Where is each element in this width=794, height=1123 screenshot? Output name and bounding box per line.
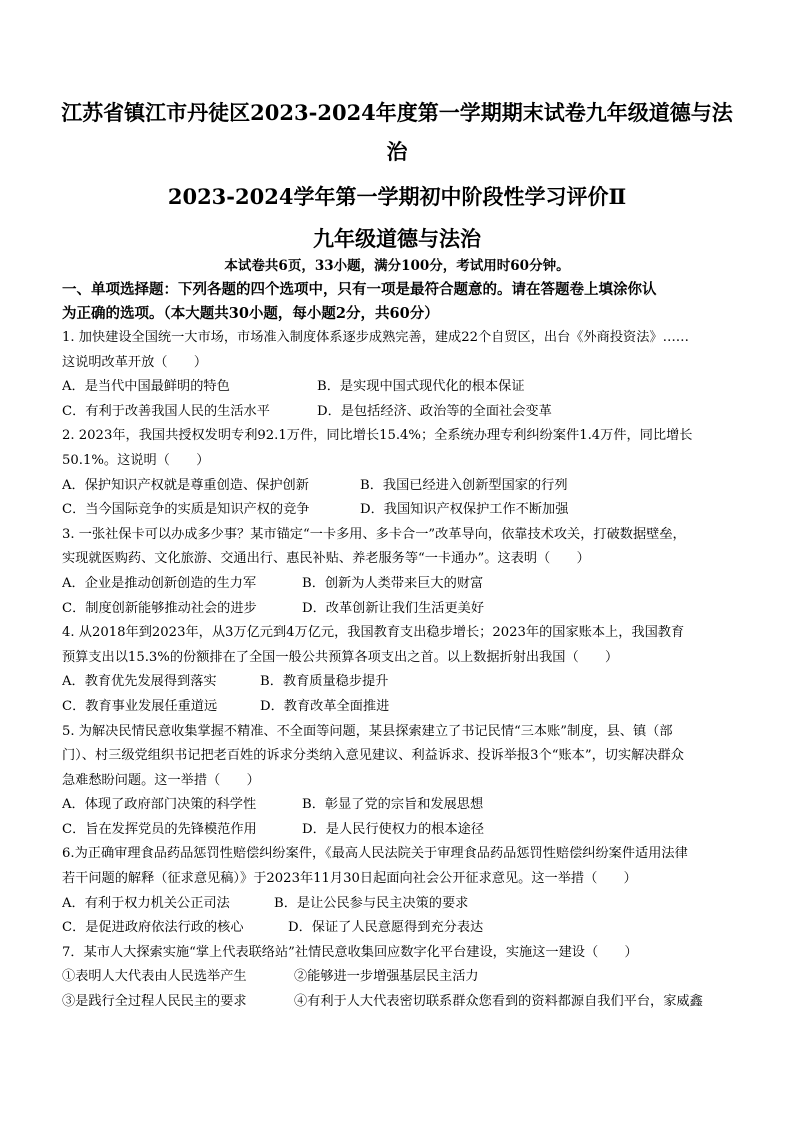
- question-stem: 3. 一张社保卡可以办成多少事？某市锚定“一卡多用、多卡合一”改革导向，依靠技术攻关，打破数据壁垒，: [62, 526, 686, 542]
- option-a: A．企业是推动创新创造的生力军: [62, 575, 257, 591]
- question-6: [62, 842, 742, 940]
- option-c: C．有利于改善我国人民的生活水平: [62, 403, 270, 419]
- option-c: C．制度创新能够推动社会的进步: [62, 600, 257, 616]
- question-stem: 若干问题的解释（征求意见稿）》于2023年11月30日起面向社会公开征求意见。这一举措（ ）: [62, 871, 637, 887]
- option-b: B．我国已经进入创新型国家的行列: [360, 477, 568, 493]
- question-stem: 这说明改革开放（ ）: [62, 354, 208, 370]
- exam-info: 本试卷共6页，33小题，满分100分，考试用时60分钟。: [224, 258, 570, 274]
- question-stem: 50.1%。这说明（ ）: [62, 452, 210, 468]
- option-c: C．当今国际竞争的实质是知识产权的竞争: [62, 502, 310, 518]
- section-heading-line-2: 为正确的选项。（本大题共30小题，每小题2分，共60分）: [62, 305, 439, 322]
- question-stem: 5. 为解决民情民意收集掌握不精准、不全面等问题，某县探索建立了书记民情“三本账”制度，县、镇（部: [62, 723, 673, 739]
- option-b: B．教育质量稳步提升: [260, 674, 389, 690]
- option-2: ②能够进一步增强基层民主活力: [294, 969, 479, 985]
- question-stem: 实现就医购药、文化旅游、交通出行、惠民补贴、养老服务等“一卡通办”。这表明（ ）: [62, 551, 590, 567]
- exam-title-line-1: 江苏省镇江市丹徒区2023-2024年度第一学期期末试卷九年级道德与法: [61, 100, 733, 125]
- option-b: B．创新为人类带来巨大的财富: [302, 575, 484, 591]
- question-2: [62, 424, 742, 522]
- option-d: D．保证了人民意愿得到充分表达: [288, 920, 484, 936]
- question-4: [62, 621, 742, 719]
- option-b: B．彰显了党的宗旨和发展思想: [302, 797, 484, 813]
- section-heading-line-1: 一、单项选择题：下列各题的四个选项中，只有一项是最符合题意的。请在答题卷上填涂你认: [62, 281, 657, 298]
- question-7: [62, 941, 742, 1015]
- option-c: C．教育事业发展任重道远: [62, 698, 218, 714]
- question-stem: 6.为正确审理食品药品惩罚性赔偿纠纷案件，《最高人民法院关于审理食品药品惩罚性赔偿纠纷案件适用法律: [62, 846, 688, 862]
- question-1: [62, 326, 742, 424]
- option-a: A．保护知识产权就是尊重创造、保护创新: [62, 477, 309, 493]
- question-stem: 急难愁盼问题。这一举措（ ）: [62, 772, 260, 788]
- question-5: [62, 720, 742, 843]
- question-stem: 7．某市人大探索实施“掌上代表联络站”社情民意收集回应数字化平台建设，实施这一建设（ ）: [62, 944, 638, 960]
- option-d: D．我国知识产权保护工作不断加强: [360, 502, 569, 518]
- question-stem: 门）、村三级党组织书记把老百姓的诉求分类纳入意见建议、利益诉求、投诉举报3个“账本”，切实解决群众: [62, 748, 684, 764]
- option-a: A．有利于权力机关公正司法: [62, 895, 230, 911]
- question-stem: 4. 从2018年到2023年，从3万亿元到4万亿元，我国教育支出稳步增长；2023年的国家账本上，我国教育: [62, 625, 685, 641]
- option-b: B．是实现中国式现代化的根本保证: [317, 379, 525, 395]
- option-c: C．旨在发挥党员的先锋模范作用: [62, 821, 257, 837]
- option-a: A．体现了政府部门决策的科学性: [62, 797, 257, 813]
- question-3: [62, 523, 742, 621]
- question-stem: 预算支出以15.3%的份额排在了全国一般公共预算各项支出之首。以上数据折射出我国（ ）: [62, 649, 619, 665]
- exam-subject: 九年级道德与法治: [313, 226, 481, 251]
- question-stem: 2. 2023年，我国共授权发明专利92.1万件，同比增长15.4%；全系统办理专利纠纷案件1.4万件，同比增长: [62, 428, 693, 444]
- option-3: ③是践行全过程人民民主的要求: [62, 994, 247, 1010]
- option-d: D．改革创新让我们生活更美好: [302, 600, 485, 616]
- exam-subtitle: 2023-2024学年第一学期初中阶段性学习评价Ⅱ: [167, 184, 627, 209]
- option-d: D．是包括经济、政治等的全面社会变革: [317, 403, 552, 419]
- option-b: B．是让公民参与民主决策的要求: [274, 895, 469, 911]
- option-a: A．教育优先发展得到落实: [62, 674, 217, 690]
- option-d: D．是人民行使权力的根本途径: [302, 821, 485, 837]
- option-d: D．教育改革全面推进: [260, 698, 390, 714]
- exam-content: [62, 278, 742, 1015]
- exam-title-line-2: 治: [386, 139, 408, 164]
- option-a: A．是当代中国最鲜明的特色: [62, 379, 230, 395]
- option-4: ④有利于人大代表密切联系群众您看到的资料都源自我们平台，家威鑫: [294, 994, 703, 1010]
- question-stem: 1. 加快建设全国统一大市场，市场准入制度体系逐步成熟完善，建成22个自贸区，出台《外商投资法》……: [62, 330, 689, 345]
- option-1: ①表明人大代表由人民选举产生: [62, 969, 247, 985]
- option-c: C．是促进政府依法行政的核心: [62, 920, 244, 936]
